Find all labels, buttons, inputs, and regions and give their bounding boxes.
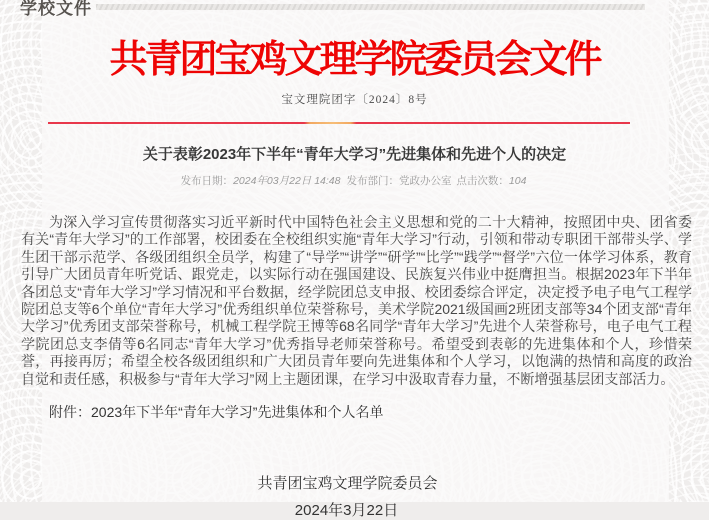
issuer-signature: 共青团宝鸡文理学院委员会 [257, 475, 438, 493]
publish-date-value: 2024年03月22日 14:48 [233, 175, 341, 187]
publish-date-label: 发布日期： [180, 175, 234, 187]
attachment-line[interactable]: 附件：2023年下半年“青年大学习”先进集体和个人名单 [49, 404, 384, 421]
document-body: 为深入学习宣传贯彻落实习近平新时代中国特色社会主义思想和党的二十大精神，按照团中央、团省委有关“青年大学习”的工作部署，校团委在全校组织实施“青年大学习”行动，引领和带动专职团干部带头学、学生团干部示范学、各级团组织全员学，构建了“导学”“讲学”“研学”“比学”“践学”“督学”六位一体学习体系，教育引导广大团员青年听党话、跟党走，以实际行动在强国建设、民族复兴伟业中挺膺担当。根据2023年下半年各团总支“青年大学习”学习情况和平台数据，经学院团总支申报、校团委综合评定，决定授予电子电气工程学院团总支等6个单位“青年大学习”优秀组织单位荣誉称号，美术学院2021级国画2班团支部等34个团支部“青年大学习”优秀团支部荣誉称号，机械工程学院王博等68名同学“青年大学习”先进个人荣誉称号，电子电气工程学院团总支李倩等6名同志“青年大学习”优秀指导老师荣誉称号。希望受到表彰的先进集体和个人，珍惜荣誉，再接再厉；希望全校各级团组织和广大团员青年要向先进集体和个人学习，以饱满的热情和高度的政治自觉和责任感，积极参与“青年大学习”网上主题团课，在学习中汲取青春力量，不断增强基层团支部活力。 [21, 214, 692, 387]
letterhead-title: 共青团宝鸡文理学院委员会文件 [109, 39, 600, 81]
issue-date: 2024年3月22日 [294, 502, 399, 520]
department-label: 发布部门： [346, 175, 399, 187]
header-stripe-divider [96, 4, 645, 10]
document-meta [0, 173, 709, 188]
section-label[interactable]: 学校文件 [20, 0, 92, 18]
hits-value: 104 [508, 175, 527, 187]
hits-label: 点击次数： [456, 175, 509, 187]
red-divider-line [48, 122, 630, 124]
department-value: 党政办公室 [398, 175, 452, 187]
document-number: 宝文理院团字〔2024〕8号 [281, 94, 428, 106]
document-title: 关于表彰2023年下半年“青年大学习”先进集体和先进个人的决定 [142, 146, 567, 163]
